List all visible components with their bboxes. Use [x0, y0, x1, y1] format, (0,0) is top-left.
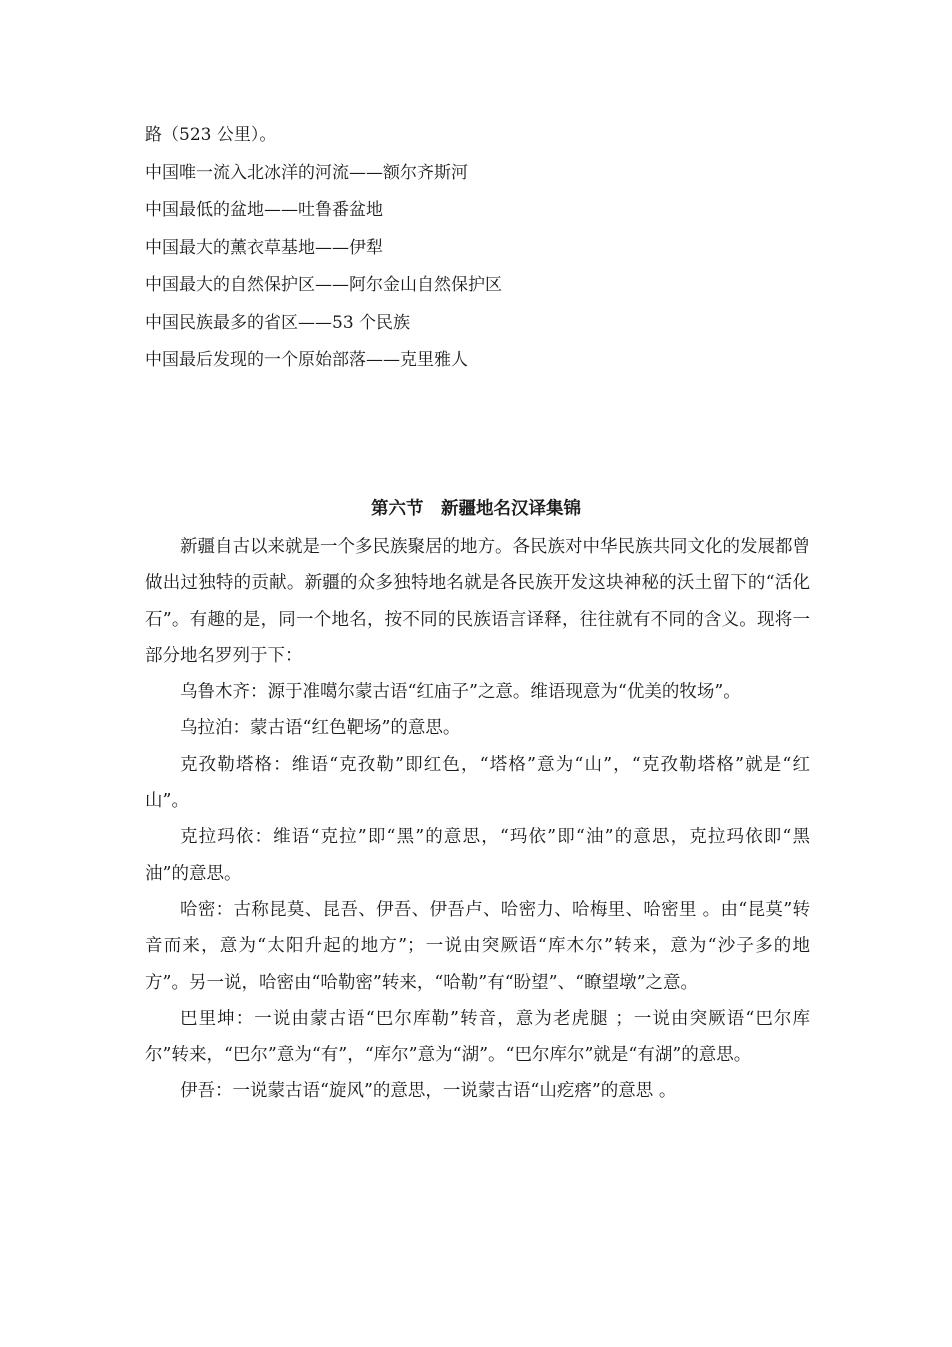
place-name-entry-balikun: 巴里坤：一说由蒙古语“巴尔库勒”转音，意为老虎腿 ；一说由突厥语“巴尔库尔”转来，“巴尔”意为“有”，“库尔”意为“湖”。“巴尔库尔”就是“有湖”的意思。	[145, 1008, 810, 1066]
place-name-entry-wulabo: 乌拉泊：蒙古语“红色靶场”的意思。	[180, 718, 461, 739]
place-name-entry-yiwu: 伊吾：一说蒙古语“旋风”的意思，一说蒙古语“山疙瘩”的意思 。	[180, 1081, 677, 1102]
section-title: 第六节 新疆地名汉译集锦	[371, 499, 581, 519]
geography-facts-list	[145, 117, 825, 380]
place-name-entry-karamay: 克拉玛依：维语“克拉”即“黑”的意思，“玛依”即“油”的意思，克拉玛依即“黑油”的意思。	[145, 827, 810, 884]
list-item: 中国唯一流入北冰洋的河流——额尔齐斯河	[145, 162, 468, 183]
section-body	[145, 529, 810, 1110]
intro-paragraph: 新疆自古以来就是一个多民族聚居的地方。各民族对中华民族共同文化的发展都曾做出过独特的贡献。新疆的众多独特地名就是各民族开发这块神秘的沃土留下的“活化石”。有趣的是，同一个地名，按不同的民族语言译释，往往就有不同的含义。现将一部分地名罗列于下：	[145, 537, 810, 666]
place-name-entry-kezileitage: 克孜勒塔格：维语“克孜勒”即红色，“塔格”意为“山”，“克孜勒塔格”就是“红山”。	[145, 754, 810, 812]
list-item: 中国最大的薰衣草基地——伊犁	[145, 237, 383, 258]
place-name-entry-hami: 哈密：古称昆莫、昆吾、伊吾、伊吾卢、哈密力、哈梅里、哈密里 。由“昆莫”转音而来，意为“太阳升起的地方”；一说由突厥语“库木尔”转来，意为“沙子多的地方”。另一说，哈密由“哈勒密”转来，“哈勒”有“盼望”、“瞭望墩”之意。	[145, 899, 810, 993]
list-item: 路（523 公里）。	[145, 125, 277, 145]
place-name-entry-urumqi: 乌鲁木齐：源于准噶尔蒙古语“红庙子”之意。维语现意为“优美的牧场”。	[180, 682, 741, 703]
list-item: 中国最大的自然保护区——阿尔金山自然保护区	[145, 275, 502, 295]
list-item: 中国最后发现的一个原始部落——克里雅人	[145, 350, 468, 370]
list-item: 中国最低的盆地——吐鲁番盆地	[145, 200, 383, 220]
list-item: 中国民族最多的省区——53 个民族	[145, 312, 411, 333]
